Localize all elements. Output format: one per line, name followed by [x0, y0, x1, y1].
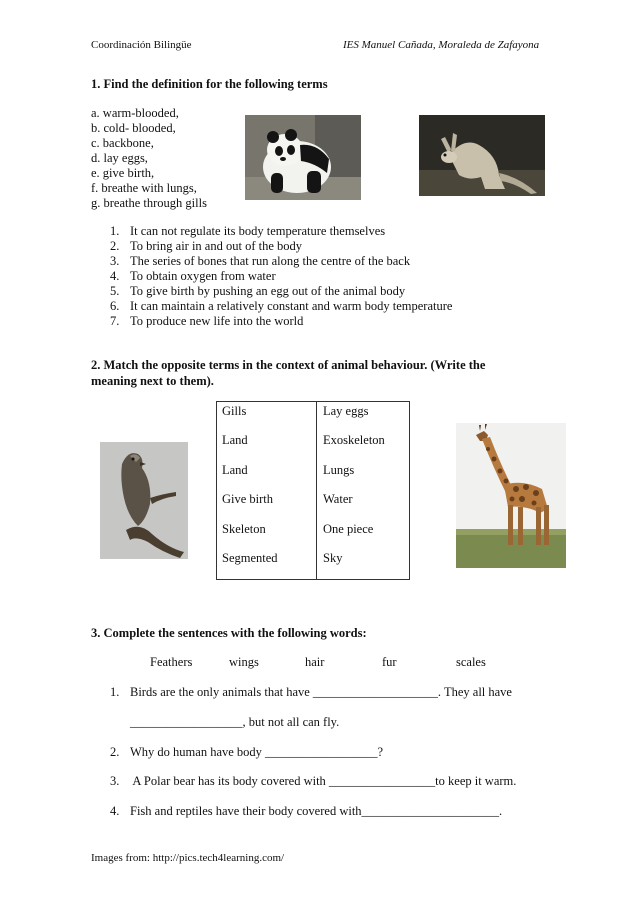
- giraffe-photo: [456, 423, 566, 568]
- table-divider: [316, 402, 317, 579]
- sentence-4: Fish and reptiles have their body covered with______________________.: [130, 804, 503, 818]
- table-cell-right: Sky: [323, 551, 343, 565]
- matching-table: [216, 401, 410, 580]
- table-cell-left: Land: [222, 433, 248, 447]
- term-item: e. give birth,: [91, 166, 155, 180]
- sentence-number: 4.: [110, 804, 120, 818]
- term-item: c. backbone,: [91, 136, 154, 150]
- term-item: b. cold- blooded,: [91, 121, 176, 135]
- header-right: IES Manuel Cañada, Moraleda de Zafayona: [343, 39, 540, 51]
- definitions-list: [110, 224, 452, 329]
- section2-title-line2: meaning next to them).: [91, 374, 214, 388]
- definition-item: 4. To obtain oxygen from water: [110, 269, 276, 283]
- sentence-1-line1: Birds are the only animals that have ____________________. They all have: [130, 685, 512, 699]
- table-cell-right: Lungs: [323, 463, 355, 477]
- definition-item: 6. It can maintain a relatively constant and warm body temperature: [110, 299, 453, 313]
- kangaroo-photo: [419, 115, 545, 196]
- definition-item: 5. To give birth by pushing an egg out of the animal body: [110, 284, 406, 298]
- term-item: g. breathe through gills: [91, 196, 207, 210]
- word-bank-item: scales: [456, 655, 486, 669]
- definition-item: 2. To bring air in and out of the body: [110, 239, 303, 253]
- section1-title: 1. Find the definition for the following terms: [91, 77, 328, 91]
- eagle-photo: [100, 442, 188, 559]
- sentence-number: 2.: [110, 745, 120, 759]
- sentence-1-line2: __________________, but not all can fly.: [130, 715, 340, 729]
- definition-item: 3. The series of bones that run along the centre of the back: [110, 254, 411, 268]
- definition-item: 7. To produce new life into the world: [110, 314, 304, 328]
- term-item: a. warm-blooded,: [91, 106, 179, 120]
- section3-title: 3. Complete the sentences with the following words:: [91, 626, 367, 640]
- panda-photo: [245, 115, 361, 200]
- header-left: Coordinación Bilingüe: [91, 39, 192, 51]
- term-item: d. lay eggs,: [91, 151, 148, 165]
- word-bank-item: fur: [382, 655, 397, 669]
- table-cell-left: Land: [222, 463, 248, 477]
- footer-credit: Images from: http://pics.tech4learning.com/: [91, 852, 285, 864]
- word-bank-item: wings: [229, 655, 259, 669]
- table-cell-right: Exoskeleton: [323, 433, 385, 447]
- term-item: f. breathe with lungs,: [91, 181, 197, 195]
- table-cell-left: Segmented: [222, 551, 278, 565]
- sentence-number: 1.: [110, 685, 120, 699]
- table-cell-left: Give birth: [222, 492, 274, 506]
- table-cell-right: Water: [323, 492, 353, 506]
- terms-list: [91, 106, 207, 211]
- section2-title-line1: 2. Match the opposite terms in the context of animal behaviour. (Write the: [91, 358, 486, 372]
- word-bank-item: Feathers: [150, 655, 193, 669]
- table-cell-left: Gills: [222, 404, 247, 418]
- sentence-number: 3.: [110, 774, 120, 788]
- table-cell-left: Skeleton: [222, 522, 266, 536]
- word-bank-item: hair: [305, 655, 325, 669]
- table-cell-right: One piece: [323, 522, 374, 536]
- sentence-2: Why do human have body __________________?: [130, 745, 384, 759]
- table-cell-right: Lay eggs: [323, 404, 369, 418]
- sentence-3: A Polar bear has its body covered with _________________to keep it warm.: [130, 774, 517, 788]
- definition-item: 1. It can not regulate its body temperature themselves: [110, 224, 386, 238]
